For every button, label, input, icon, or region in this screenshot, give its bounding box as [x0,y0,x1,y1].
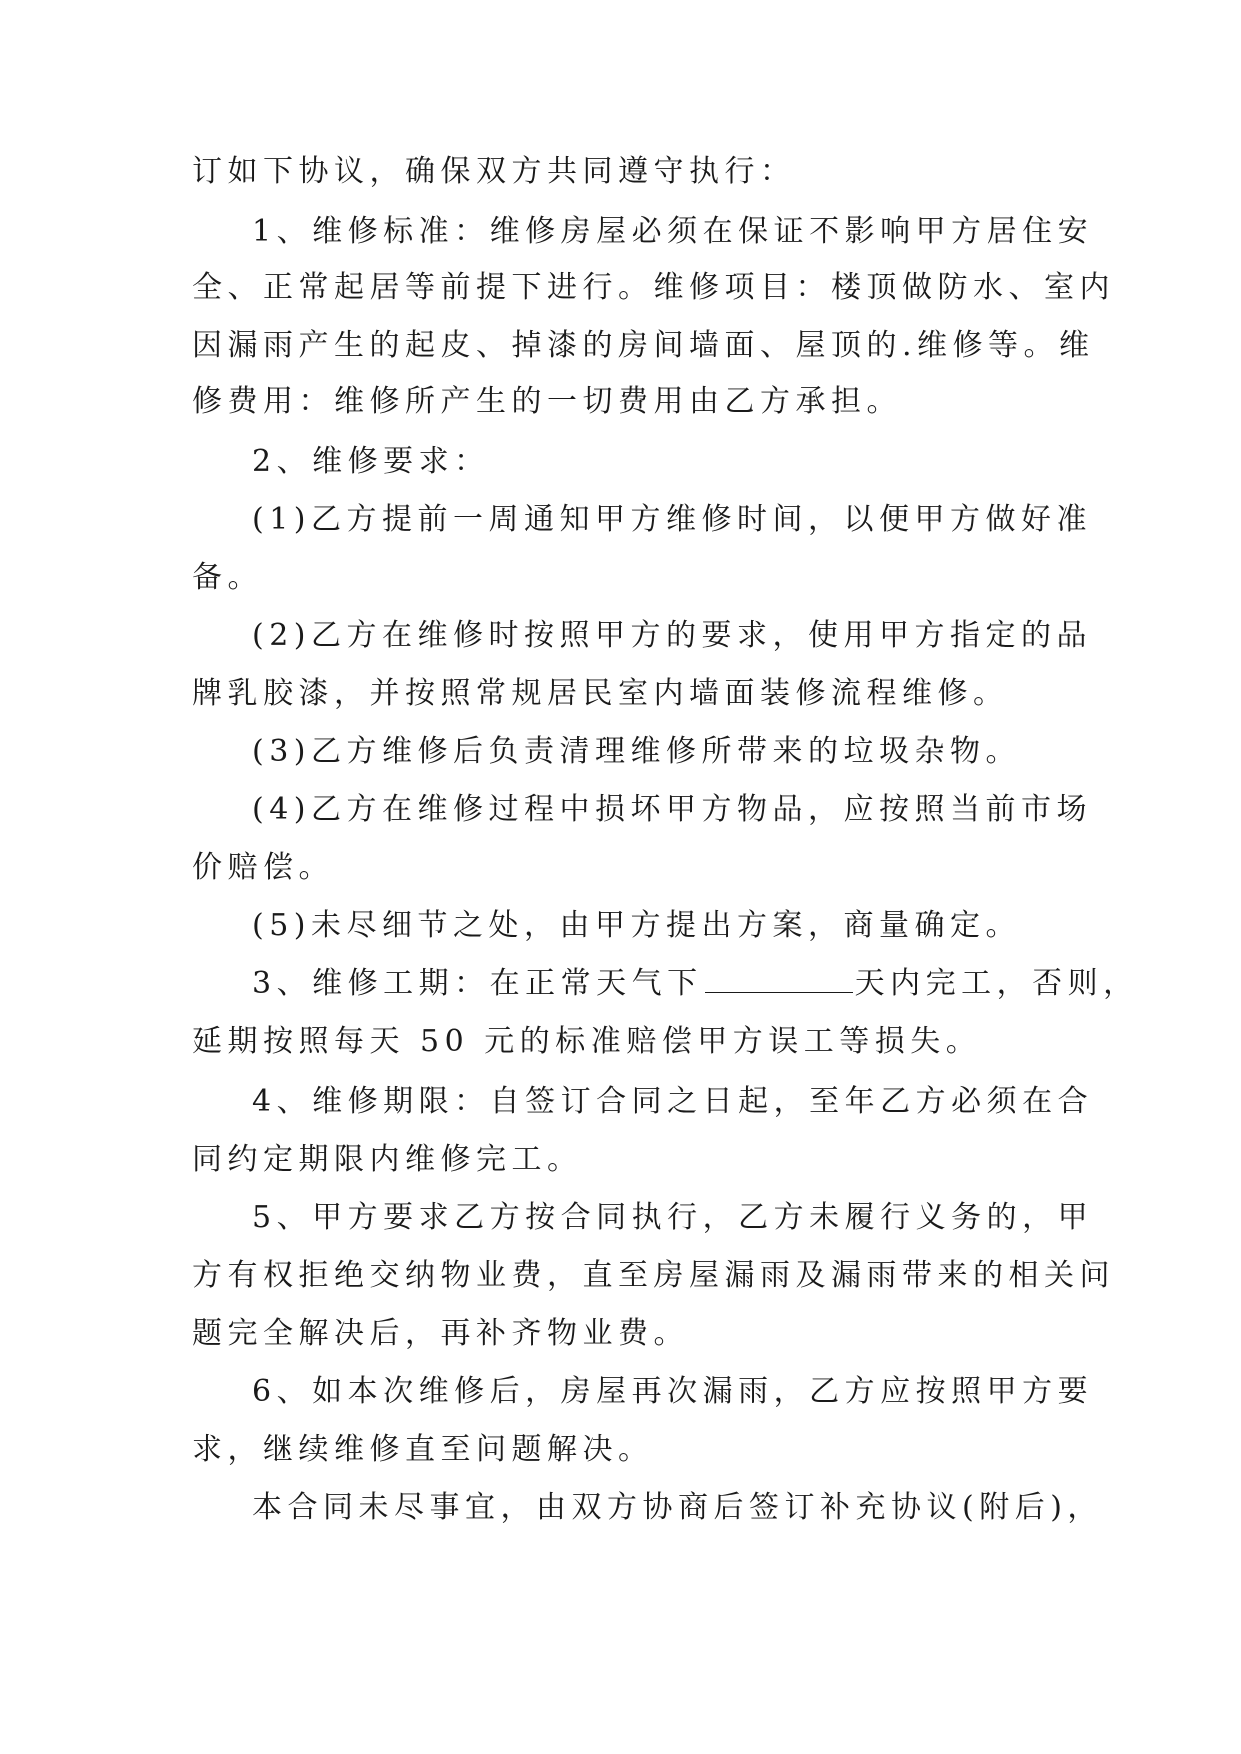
item-2-line-1: (2)乙方在维修时按照甲方的要求，使用甲方指定的品 [252,618,1092,653]
clause-5-line-3: 题完全解决后，再补齐物业费。 [192,1316,689,1351]
clause-3-line-1 [252,964,1139,1004]
clause-6-line-2: 求，继续维修直至问题解决。 [192,1432,654,1467]
clause-1-line-1: 1、维修标准：维修房屋必须在保证不影响甲方居住安 [252,214,1094,249]
clause-2-heading: 2、维修要求： [252,444,490,479]
clause-4-line-1: 4、维修期限：自签订合同之日起，至年乙方必须在合 [252,1084,1094,1119]
item-2-line-2: 牌乳胶漆，并按照常规居民室内墙面装修流程维修。 [192,676,1009,711]
clause-3-text-before-blank: 3、维修工期：在正常天气下 [252,966,703,1001]
item-3-line: (3)乙方维修后负责清理维修所带来的垃圾杂物。 [252,734,1021,769]
clause-1-line-3: 因漏雨产生的起皮、掉漆的房间墙面、屋顶的.维修等。维 [192,328,1095,363]
item-4-line-2: 价赔偿。 [192,850,334,885]
intro-line: 订如下协议，确保双方共同遵守执行： [192,154,796,189]
duration-blank [705,970,853,993]
clause-6-line-1: 6、如本次维修后，房屋再次漏雨，乙方应按照甲方要 [252,1374,1094,1409]
clause-1-line-4: 修费用：维修所产生的一切费用由乙方承担。 [192,384,902,419]
item-1-line-2: 备。 [192,560,263,595]
clause-4-line-2: 同约定期限内维修完工。 [192,1142,583,1177]
clause-3-text-after-blank: 天内完工，否则， [854,966,1139,1001]
clause-3-line-2: 延期按照每天 50 元的标准赔偿甲方误工等损失。 [192,1024,982,1059]
item-4-line-1: (4)乙方在维修过程中损坏甲方物品，应按照当前市场 [252,792,1092,827]
item-1-line-1: (1)乙方提前一周通知甲方维修时间，以便甲方做好准 [252,502,1092,537]
clause-1-line-2: 全、正常起居等前提下进行。维修项目：楼顶做防水、室内 [192,270,1115,305]
closing-line: 本合同未尽事宜，由双方协商后签订补充协议(附后)， [252,1490,1103,1525]
item-5-line: (5)未尽细节之处，由甲方提出方案，商量确定。 [252,908,1021,943]
clause-5-line-1: 5、甲方要求乙方按合同执行，乙方未履行义务的，甲 [252,1200,1094,1235]
clause-5-line-2: 方有权拒绝交纳物业费，直至房屋漏雨及漏雨带来的相关问 [192,1258,1115,1293]
